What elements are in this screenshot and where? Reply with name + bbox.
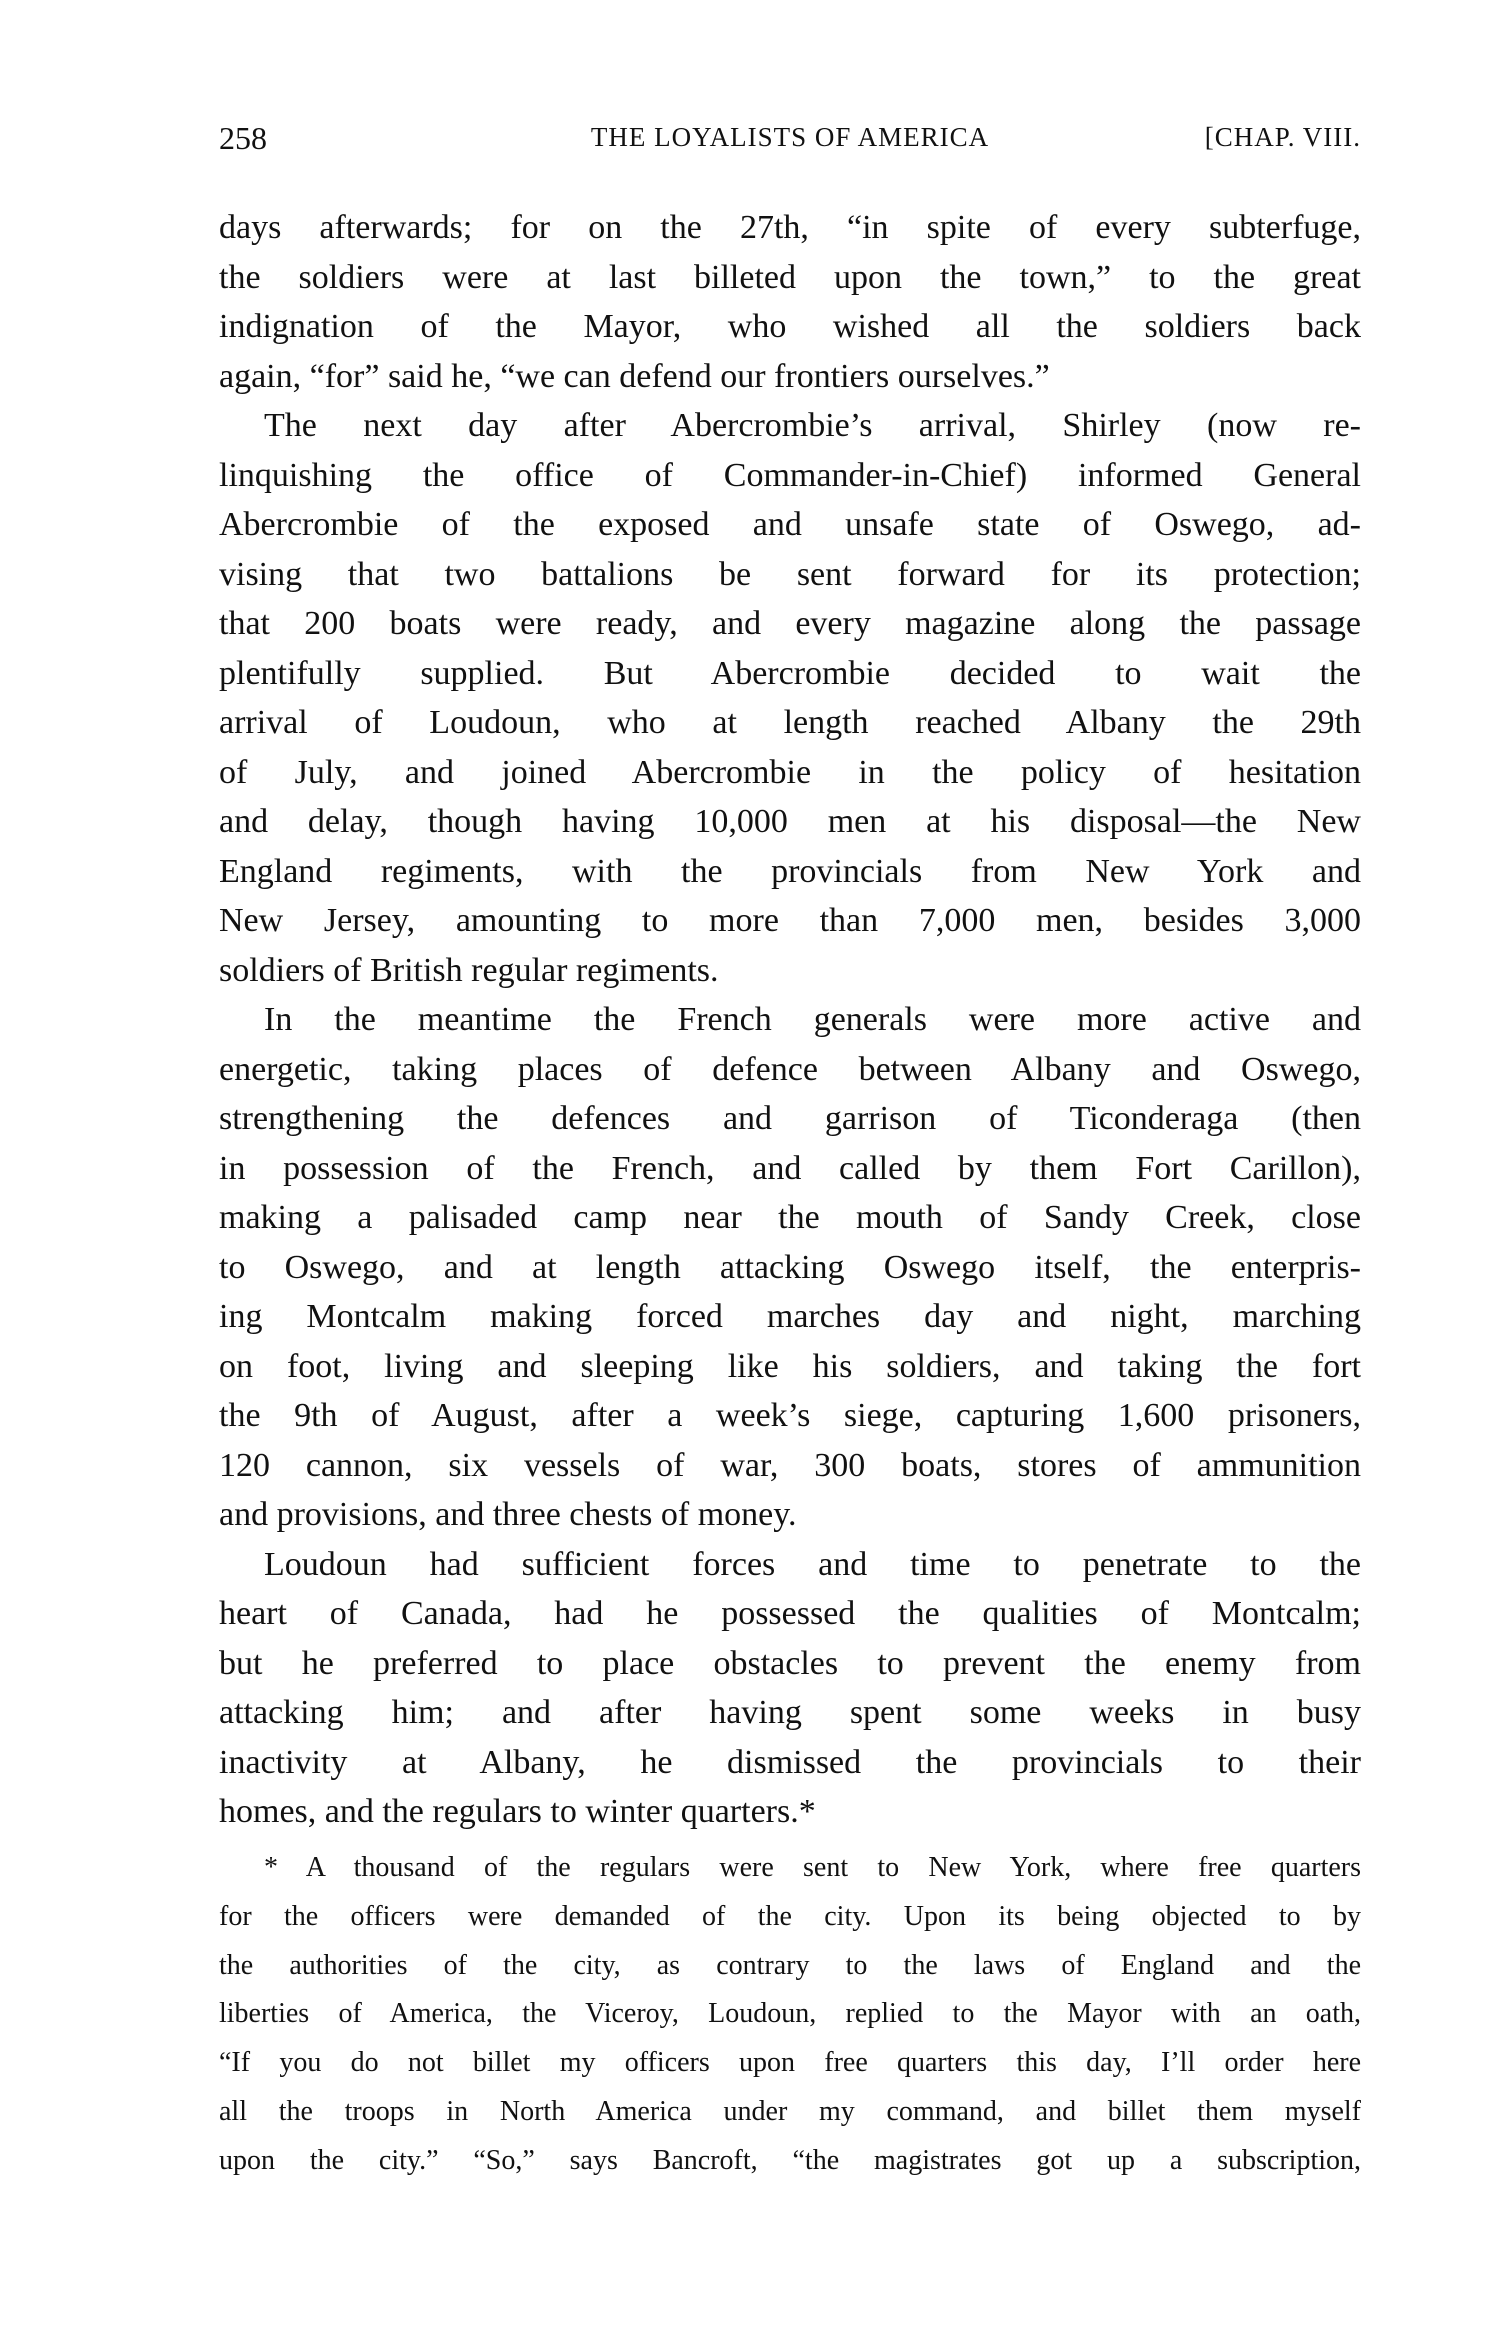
text-line: but he preferred to place obstacles to prevent the enemy from xyxy=(219,1644,1361,1682)
text-line: to Oswego, and at length attacking Oswego itself, the enterpris- xyxy=(219,1248,1361,1286)
text-line: making a palisaded camp near the mouth of Sandy Creek, close xyxy=(219,1199,1361,1236)
running-title: THE LOYALISTS OF AMERICA xyxy=(590,122,990,152)
paragraph xyxy=(219,995,1361,1540)
text-line: the 9th of August, after a week’s siege, capturing 1,600 prisoners, xyxy=(219,1397,1361,1434)
text-line: vising that two battalions be sent forward for its protection; xyxy=(219,555,1361,593)
footnote-line: all the troops in North America under my command, and billet them myself xyxy=(219,2095,1361,2127)
text-line: England regiments, with the provincials from New York and xyxy=(219,852,1361,890)
text-line: soldiers of British regular regiments. xyxy=(219,951,719,989)
text-line: and delay, though having 10,000 men at his disposal—the New xyxy=(219,803,1361,840)
text-line: energetic, taking places of defence between Albany and Oswego, xyxy=(219,1050,1361,1088)
text-line: homes, and the regulars to winter quarters.* xyxy=(219,1793,816,1830)
paragraph xyxy=(219,1540,1361,1837)
text-line: in possession of the French, and called by them Fort Carillon), xyxy=(219,1149,1361,1187)
footnote-line: upon the city.” “So,” says Bancroft, “the magistrates got up a subscription, xyxy=(219,2144,1361,2176)
footnote-line: the authorities of the city, as contrary to the laws of England and the xyxy=(219,1949,1361,1981)
paragraph xyxy=(219,401,1361,995)
footnote-line: “If you do not billet my officers upon free quarters this day, I’ll order here xyxy=(219,2047,1361,2079)
text-line: that 200 boats were ready, and every magazine along the passage xyxy=(219,605,1361,642)
text-line: on foot, living and sleeping like his soldiers, and taking the fort xyxy=(219,1347,1361,1385)
text-line: Abercrombie of the exposed and unsafe state of Oswego, ad- xyxy=(219,506,1361,543)
text-line: In the meantime the French generals were more active and xyxy=(264,1001,1361,1038)
text-line: of July, and joined Abercrombie in the policy of hesitation xyxy=(219,753,1361,791)
chapter-label: [CHAP. VIII. xyxy=(1204,122,1361,152)
paragraph xyxy=(219,203,1361,401)
text-line: inactivity at Albany, he dismissed the provincials to their xyxy=(219,1743,1361,1781)
text-line: 120 cannon, six vessels of war, 300 boats, stores of ammunition xyxy=(219,1446,1361,1484)
text-line: strengthening the defences and garrison of Ticonderaga (then xyxy=(219,1100,1361,1137)
footnote-line: for the officers were demanded of the city. Upon its being objected to by xyxy=(219,1900,1361,1932)
text-line: The next day after Abercrombie’s arrival, Shirley (now re- xyxy=(264,407,1361,444)
footnote xyxy=(219,1844,1361,2186)
text-line: indignation of the Mayor, who wished all the soldiers back xyxy=(219,308,1361,345)
text-line: again, “for” said he, “we can defend our frontiers ourselves.” xyxy=(219,357,1050,395)
text-line: heart of Canada, had he possessed the qualities of Montcalm; xyxy=(219,1595,1361,1632)
text-line: New Jersey, amounting to more than 7,000 men, besides 3,000 xyxy=(219,902,1361,939)
footnote-line: liberties of America, the Viceroy, Loudoun, replied to the Mayor with an oath, xyxy=(219,1998,1361,2030)
footnote-line: * A thousand of the regulars were sent to New York, where free quarters xyxy=(264,1852,1361,1883)
text-line: ing Montcalm making forced marches day and night, marching xyxy=(219,1298,1361,1335)
text-line: and provisions, and three chests of money. xyxy=(219,1496,797,1533)
text-line: linquishing the office of Commander-in-Chief) informed General xyxy=(219,456,1361,494)
text-line: the soldiers were at last billeted upon the town,” to the great xyxy=(219,258,1361,296)
text-line: attacking him; and after having spent some weeks in busy xyxy=(219,1694,1361,1731)
running-header xyxy=(219,120,1361,170)
text-line: days afterwards; for on the 27th, “in spite of every subterfuge, xyxy=(219,209,1361,246)
text-line: Loudoun had sufficient forces and time to penetrate to the xyxy=(264,1545,1361,1583)
page-number: 258 xyxy=(219,120,267,156)
body-text xyxy=(219,203,1361,1837)
text-line: plentifully supplied. But Abercrombie decided to wait the xyxy=(219,654,1361,692)
text-line: arrival of Loudoun, who at length reached Albany the 29th xyxy=(219,704,1361,741)
